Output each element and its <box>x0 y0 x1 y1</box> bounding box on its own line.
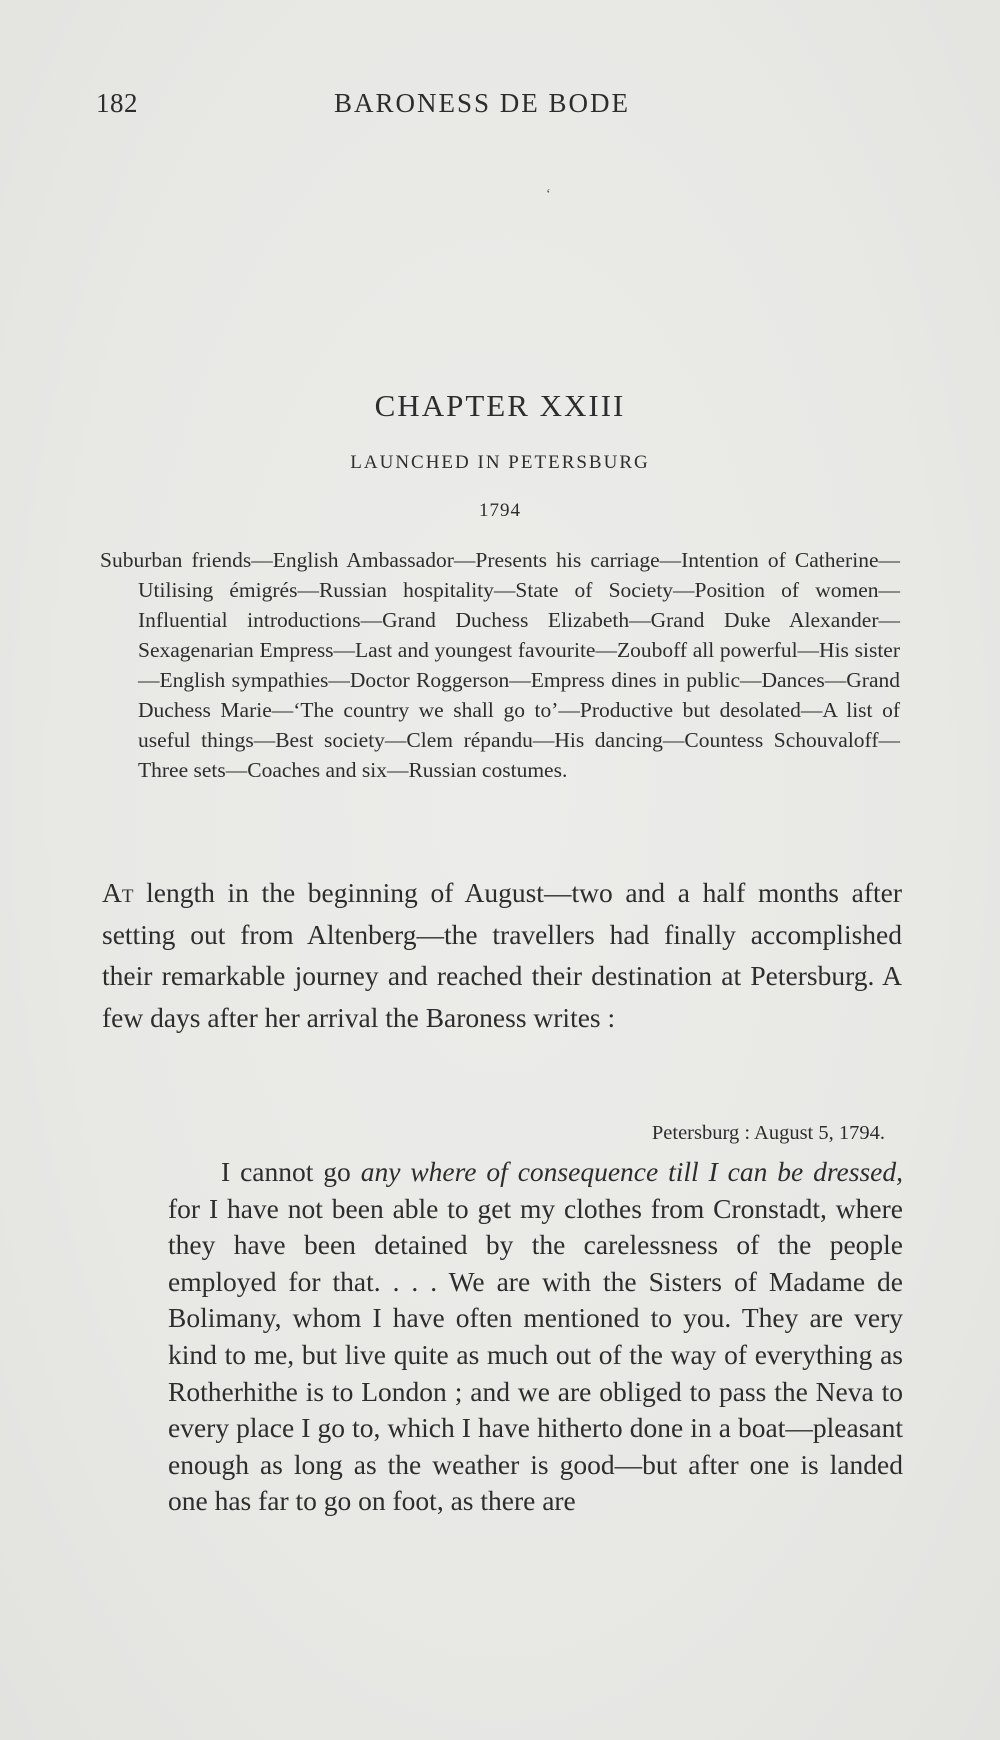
letter-italic-phrase: any where of consequence till I can be dressed, <box>360 1156 904 1187</box>
body-paragraph-text: length in the beginning of August—two and a half months after setting out from Altenberg—the travellers had finally accomplished their remarkable journey and reached their destination at Petersburg. A few days after her arrival the Baroness writes : <box>102 877 902 1033</box>
running-title: BARONESS DE BODE <box>334 88 631 118</box>
chapter-subtitle: LAUNCHED IN PETERSBURG <box>350 452 650 473</box>
letter-text-rest: for I have not been able to get my clothes from Cronstadt, where they have been detained by the carelessness of the people employed for that. . . . We are with the Sisters of Madame de Bolimany, whom I have often mentioned to you. They are very kind to me, but live quite as much out of the way of everything as Rotherhithe is to London ; and we are obliged to pass the Neva to every place I go to, which I have hitherto done in a boat—pleasant enough as long as the weather is good—but after one is landed one has far to go on foot, as there are <box>168 1192 903 1517</box>
letter-dateline: Petersburg : August 5, 1794. <box>651 1122 885 1144</box>
letter-text-start: I cannot go <box>221 1156 361 1187</box>
letter-paragraph <box>168 1154 903 1520</box>
chapter-year: 1794 <box>479 500 521 521</box>
chapter-title: CHAPTER XXIII <box>374 388 626 423</box>
body-paragraph <box>102 872 902 1038</box>
running-head <box>96 88 936 128</box>
chapter-summary-text: Suburban friends—English Ambassador—Presents his carriage—Intention of Catherine—Utilising émigrés—Russian hospitality—State of Society—Position of women—Influential introductions—Grand Duchess Elizabeth—Grand Duke Alexander—Sexagenarian Empress—Last and youngest favourite—Zouboff all powerful—His sister—English sympathies—Doctor Roggerson—Empress dines in public—Dances—Grand Duchess Marie—‘The country we shall go to’—Productive but desolated—A list of useful things—Best society—Clem répandu—His dancing—Countess Schouvaloff—Three sets—Coaches and six—Russian costumes. <box>100 548 900 782</box>
opening-word: At <box>102 877 134 908</box>
page-number: 182 <box>96 88 138 118</box>
chapter-summary <box>100 545 900 785</box>
ink-speck: ‘ <box>546 187 551 202</box>
